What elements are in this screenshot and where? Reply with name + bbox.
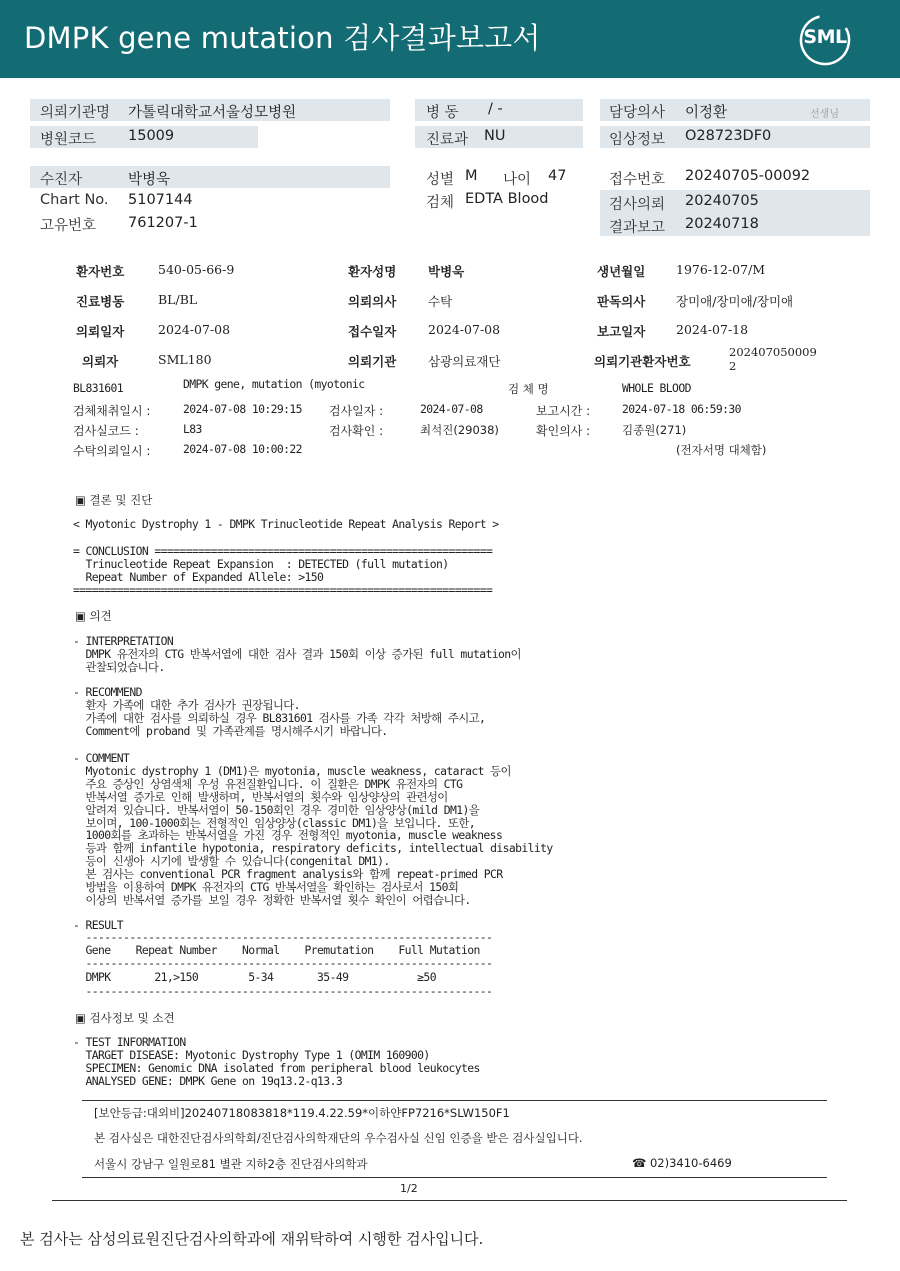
org-patient-no-2: 2 (729, 359, 737, 373)
page-bottom-rule (52, 1200, 847, 1201)
req-org-label: 의뢰기관 (348, 354, 397, 369)
comment-block (73, 752, 553, 907)
report-time-label: 보고시간 : (536, 404, 591, 418)
address-line: 서울시 강남구 일원로81 별관 지하2층 진단검사의학과 (94, 1157, 368, 1171)
footer-bottom-rule (82, 1177, 827, 1178)
requester: SML180 (158, 352, 212, 367)
text-line: 이상의 반복서열 증가를 보일 경우 정확한 반복서열 횟수 확인이 어렵습니다. (73, 892, 471, 907)
logo-text: SML (803, 26, 847, 48)
room: L83 (183, 422, 202, 436)
req-date-label: 의뢰일자 (76, 324, 125, 339)
ward2: BL/BL (158, 292, 198, 307)
page-title: DMPK gene mutation 검사결과보고서 (24, 21, 541, 55)
clinical-label: 임상정보 (609, 132, 666, 148)
reconsignment-note: 본 검사는 삼성의료원진단검사의학과에 재위탁하여 시행한 검사입니다. (20, 1230, 484, 1248)
chart-label: Chart No. (40, 192, 109, 208)
text-line: ----------------------------------------------------------------- (73, 983, 493, 998)
conclusion-block (73, 545, 492, 597)
recommend-block (73, 686, 485, 738)
text-line: = CONCLUSION ====================================================== (73, 544, 493, 558)
certification-line: 본 검사실은 대한진단검사의학회/진단검사의학재단의 우수검사실 신임 인증을 받은 검사실입니다. (94, 1131, 583, 1145)
req-doctor: 수탁 (428, 294, 453, 309)
sex: M (465, 168, 478, 184)
collect-label: 검체채취일시 : (73, 404, 151, 418)
text-line: ----------------------------------------------------------------- (73, 955, 493, 970)
text-line: Comment에 proband 및 가족관계를 명시해주시기 바랍니다. (73, 723, 388, 738)
report-title: < Myotonic Dystrophy 1 - DMPK Trinucleotide Repeat Analysis Report > (73, 517, 499, 531)
text-line: 환자 가족에 대한 추가 검사가 권장됩니다. (73, 697, 300, 712)
requester-label: 의뢰자 (82, 354, 119, 369)
patient-name-label: 환자성명 (348, 264, 397, 279)
text-line: 보이며, 100-1000회는 전형적인 임상양상(classic DM1)을 보입니다. 또한, (73, 815, 476, 830)
text-line: 가족에 대한 검사를 의뢰하실 경우 BL831601 검사를 가족 각각 처방해 주시고, (73, 710, 486, 725)
doctor-suffix: 선생님 (810, 109, 839, 120)
opinion-heading: ▣ 의견 (75, 609, 112, 623)
text-line: 관찰되었습니다. (73, 659, 165, 674)
text-line: - TEST INFORMATION (73, 1035, 186, 1049)
doctor-label: 담당의사 (609, 105, 666, 121)
clinical: O28723DF0 (685, 128, 772, 144)
result-data-row: DMPK 21,>150 5-34 35-49 ≥50 (73, 969, 436, 984)
text-line: - INTERPRETATION (73, 634, 174, 648)
specimen-label: 검체 (426, 195, 455, 211)
consign-label: 수탁의뢰일시 : (73, 444, 151, 458)
text-line: 등과 함께 infantile hypotonia, respiratory deficits, intellectual disability (73, 841, 553, 856)
birth-label: 생년월일 (597, 264, 646, 279)
recv-date-label: 접수일자 (348, 324, 397, 339)
page-number: 1/2 (400, 1182, 418, 1195)
report-date2: 2024-07-18 (676, 322, 749, 337)
text-line: Trinucleotide Repeat Expansion : DETECTED (full mutation) (73, 556, 449, 571)
sex-label: 성별 (426, 172, 455, 188)
shade-row3-left (30, 166, 390, 188)
security-line: [보안등급:대외비]20240718083818*119.4.22.59*이하얀FP7216*SLW150F1 (94, 1106, 510, 1120)
specimen2-label: 검 체 명 (508, 382, 549, 396)
phone-line: ☎ 02)3410-6469 (632, 1156, 732, 1170)
text-line: DMPK 유전자의 CTG 반복서열에 대한 검사 결과 150회 이상 증가된 full mutation이 (73, 646, 521, 661)
chart: 5107144 (128, 192, 193, 208)
text-line: Repeat Number of Expanded Allele: >150 (73, 569, 324, 584)
request-org-label: 의뢰기관명 (40, 105, 111, 121)
ward: / - (488, 101, 503, 117)
text-line: 본 검사는 conventional PCR fragment analysis와 함께 repeat-primed PCR (73, 867, 503, 882)
birth: 1976-12-07/M (676, 262, 766, 277)
consign: 2024-07-08 10:00:22 (183, 442, 302, 456)
collect: 2024-07-08 10:29:15 (183, 402, 302, 416)
text-line: - COMMENT (73, 751, 130, 765)
hospital-code-label: 병원코드 (40, 132, 97, 148)
interpretation-block (73, 635, 521, 674)
patient: 박병욱 (128, 172, 171, 188)
receipt: 20240705-00092 (685, 168, 811, 184)
specimen: EDTA Blood (465, 191, 549, 207)
esign-note: (전자서명 대체함) (676, 443, 767, 457)
patient-no: 540-05-66-9 (158, 262, 235, 277)
text-line: 주요 증상인 상염색체 우성 유전질환입니다. 이 질환은 DMPK 유전자의 CTG (73, 776, 463, 791)
footer-top-rule (82, 1100, 827, 1101)
text-line: TARGET DISEASE: Myotonic Dystrophy Type 1 (OMIM 160900) (73, 1047, 430, 1062)
reader: 장미애/장미애/장미애 (676, 294, 794, 309)
report-date: 20240718 (685, 216, 759, 232)
report-time: 2024-07-18 06:59:30 (622, 402, 741, 416)
text-line: 반복서열 증가로 인해 발생하며, 반복서열의 횟수와 임상양상의 관련성이 (73, 789, 448, 804)
test-code: BL831601 (73, 381, 124, 395)
confirm-label: 검사확인 : (329, 424, 384, 438)
receipt-label: 접수번호 (609, 172, 666, 188)
testinfo-heading: ▣ 검사정보 및 소견 (75, 1011, 175, 1025)
testinfo-block (73, 1036, 480, 1088)
specimen2: WHOLE BLOOD (622, 381, 691, 395)
text-line: 알려져 있습니다. 반복서열이 50-150회인 경우 경미한 임상양상(mild DM1)을 (73, 802, 480, 817)
unique: 761207-1 (128, 215, 198, 231)
text-line: - RESULT (73, 918, 124, 932)
recv-date: 2024-07-08 (428, 322, 501, 337)
text-line: 1000회를 초과하는 반복서열을 가진 경우 전형적인 myotonia, muscle weakness (73, 828, 503, 843)
text-line: ----------------------------------------------------------------- (73, 929, 493, 944)
reader-label: 판독의사 (597, 294, 646, 309)
req-org: 삼광의료재단 (428, 354, 501, 369)
doctor: 이정환 (685, 105, 728, 121)
report-date-label: 결과보고 (609, 220, 666, 236)
text-line: Myotonic dystrophy 1 (DM1)은 myotonia, muscle weakness, cataract 등이 (73, 763, 511, 778)
age-label: 나이 (503, 172, 532, 188)
patient-label: 수진자 (40, 172, 83, 188)
request-date-label: 검사의뢰 (609, 197, 666, 213)
text-line: ANALYSED GENE: DMPK Gene on 19q13.2-q13.3 (73, 1073, 343, 1088)
req-date: 2024-07-08 (158, 322, 231, 337)
dept: NU (484, 128, 506, 144)
test-date-label: 검사일자 : (329, 404, 384, 418)
report-date2-label: 보고일자 (597, 324, 646, 339)
text-line: =================================================================== (73, 582, 493, 597)
ward2-label: 진료병동 (76, 294, 125, 309)
confirm: 최석진(29038) (420, 423, 499, 437)
ward-label: 병 동 (426, 105, 459, 121)
text-line: - RECOMMEND (73, 685, 142, 699)
conclusion-heading: ▣ 결론 및 진단 (75, 493, 153, 507)
test-date: 2024-07-08 (420, 402, 483, 416)
org-patient-no-1: 202407050009 (729, 345, 817, 359)
text-line: 등이 신생아 시기에 발생할 수 있습니다(congenital DM1). (73, 854, 390, 869)
req-doctor-label: 의뢰의사 (348, 294, 397, 309)
confirm-doc-label: 확인의사 : (536, 424, 591, 438)
dept-label: 진료과 (426, 132, 469, 148)
org-patient-no-label: 의뢰기관환자번호 (594, 354, 691, 369)
test-name: DMPK gene, mutation (myotonic (183, 377, 365, 391)
result-block (73, 919, 492, 996)
patient-no-label: 환자번호 (76, 264, 125, 279)
result-header-row: Gene Repeat Number Normal Premutation Full Mutation (73, 942, 480, 957)
room-label: 검사실코드 : (73, 424, 139, 438)
confirm-doc: 김종원(271) (622, 423, 687, 437)
request-org: 가톨릭대학교서울성모병원 (128, 105, 297, 121)
text-line: 방법을 이용하여 DMPK 유전자의 CTG 반복서열을 확인하는 검사로서 150회 (73, 880, 459, 895)
text-line: SPECIMEN: Genomic DNA isolated from peripheral blood leukocytes (73, 1060, 480, 1075)
request-date: 20240705 (685, 193, 759, 209)
sml-logo (798, 13, 852, 67)
hospital-code: 15009 (128, 128, 175, 144)
unique-label: 고유번호 (40, 218, 97, 234)
age: 47 (548, 168, 567, 184)
patient-name: 박병욱 (428, 264, 465, 279)
